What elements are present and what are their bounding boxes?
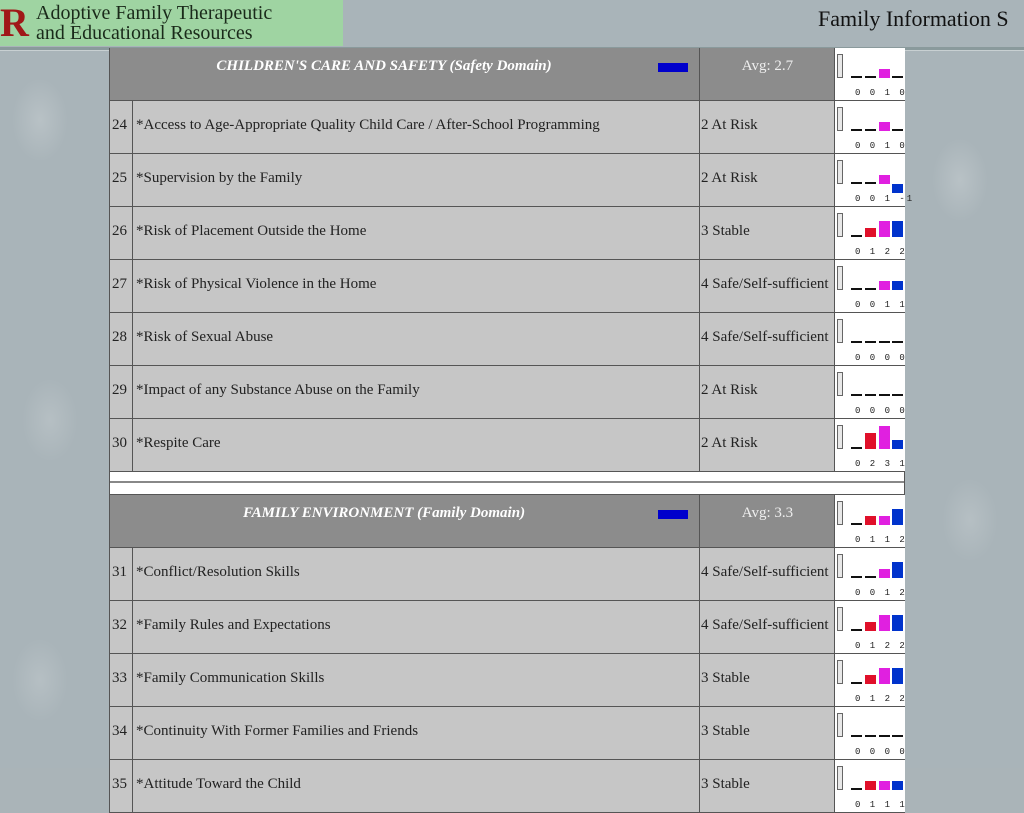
score-history-graph[interactable] <box>835 260 905 312</box>
graph-bar <box>879 122 890 131</box>
section-title-cell <box>109 48 700 100</box>
graph-bar <box>851 76 862 78</box>
graph-bar <box>851 288 862 290</box>
section-spacer <box>109 472 905 495</box>
graph-bar <box>879 281 890 290</box>
item-graph-cell <box>835 313 905 365</box>
item-status: 2 At Risk <box>701 435 758 451</box>
graph-values-label: 0 2 3 1 <box>855 459 907 469</box>
graph-bar <box>851 576 862 578</box>
item-number-cell <box>109 654 133 706</box>
section-title: FAMILY ENVIRONMENT (Family Domain) <box>242 505 526 521</box>
item-status-cell <box>700 260 835 312</box>
graph-bar <box>851 523 862 525</box>
graph-scroll-handle[interactable] <box>837 160 843 184</box>
graph-bar <box>892 781 903 790</box>
item-number-cell <box>109 601 133 653</box>
logo-text-line2: and Educational Resources <box>36 22 253 44</box>
graph-scroll-handle[interactable] <box>837 607 843 631</box>
graph-bar <box>851 629 862 631</box>
section-avg-cell <box>700 495 835 547</box>
graph-bar <box>892 668 903 684</box>
item-label-cell <box>133 419 700 471</box>
item-graph-cell <box>835 654 905 706</box>
table-row[interactable] <box>109 548 905 601</box>
item-label: *Access to Age-Appropriate Quality Child Care / After-School Programming <box>136 117 600 133</box>
graph-bar <box>879 615 890 631</box>
graph-values-label: 0 0 1 0 <box>855 141 907 151</box>
org-logo[interactable] <box>0 0 343 46</box>
graph-bar <box>892 76 903 78</box>
item-status: 3 Stable <box>701 723 750 739</box>
item-number-cell <box>109 707 133 759</box>
item-number: 31 <box>112 564 127 580</box>
item-graph-cell <box>835 548 905 600</box>
score-history-graph[interactable] <box>835 419 905 471</box>
item-number-cell <box>109 260 133 312</box>
item-number: 32 <box>112 617 127 633</box>
graph-bar <box>851 341 862 343</box>
item-label: *Respite Care <box>136 435 221 451</box>
logo-mark: R <box>0 0 29 45</box>
graph-values-label: 0 0 1 -1 <box>855 194 915 204</box>
item-status: 2 At Risk <box>701 170 758 186</box>
item-label: *Family Communication Skills <box>136 670 325 686</box>
table-row[interactable] <box>109 260 905 313</box>
graph-values-label: 0 0 0 0 <box>855 747 907 757</box>
item-status: 3 Stable <box>701 670 750 686</box>
item-status-cell <box>700 601 835 653</box>
graph-scroll-handle[interactable] <box>837 319 843 343</box>
graph-bar <box>892 184 903 193</box>
graph-bar <box>879 69 890 78</box>
item-number: 24 <box>112 117 127 133</box>
table-row[interactable] <box>109 707 905 760</box>
item-status-cell <box>700 366 835 418</box>
graph-values-label: 0 0 0 0 <box>855 406 907 416</box>
item-status-cell <box>700 154 835 206</box>
item-number: 35 <box>112 776 127 792</box>
graph-bar <box>851 447 862 449</box>
graph-bar <box>892 281 903 290</box>
section-average: Avg: 2.7 <box>741 58 794 74</box>
graph-values-label: 0 1 2 2 <box>855 694 907 704</box>
graph-bar <box>879 781 890 790</box>
score-history-graph[interactable] <box>835 495 905 547</box>
score-history-graph[interactable] <box>835 101 905 153</box>
section-graph-cell <box>835 48 905 100</box>
item-status-cell <box>700 548 835 600</box>
item-number-cell <box>109 548 133 600</box>
graph-bar <box>879 341 890 343</box>
item-number: 28 <box>112 329 127 345</box>
table-row[interactable] <box>109 207 905 260</box>
graph-bar <box>851 788 862 790</box>
graph-bar <box>879 516 890 525</box>
page-title: Family Information S <box>818 6 1009 31</box>
section-avg-cell <box>700 48 835 100</box>
graph-bar <box>879 426 890 449</box>
graph-bar <box>865 433 876 449</box>
item-number-cell <box>109 313 133 365</box>
graph-bar <box>892 615 903 631</box>
graph-bar <box>865 129 876 131</box>
graph-bar <box>865 576 876 578</box>
item-label: *Attitude Toward the Child <box>136 776 301 792</box>
item-label: *Family Rules and Expectations <box>136 617 331 633</box>
score-history-graph[interactable] <box>835 313 905 365</box>
score-history-graph[interactable] <box>835 154 915 206</box>
item-status-cell <box>700 313 835 365</box>
section-title-cell <box>109 495 700 547</box>
score-history-graph[interactable] <box>835 48 905 100</box>
graph-scroll-handle[interactable] <box>837 554 843 578</box>
graph-bar <box>892 221 903 237</box>
graph-scroll-handle[interactable] <box>837 372 843 396</box>
graph-values-label: 0 0 1 1 <box>855 300 907 310</box>
item-label-cell <box>133 154 700 206</box>
divider <box>110 481 904 483</box>
graph-scroll-handle[interactable] <box>837 54 843 78</box>
item-number: 33 <box>112 670 127 686</box>
domain-color-swatch <box>658 510 688 519</box>
item-label: *Supervision by the Family <box>136 170 303 186</box>
item-label: *Continuity With Former Families and Friends <box>136 723 419 739</box>
graph-values-label: 0 0 1 0 <box>855 88 907 98</box>
item-graph-cell <box>835 260 905 312</box>
table-row[interactable] <box>109 366 905 419</box>
graph-bar <box>892 509 903 525</box>
item-status: 3 Stable <box>701 776 750 792</box>
graph-bar <box>865 228 876 237</box>
item-number: 25 <box>112 170 127 186</box>
graph-bar <box>865 76 876 78</box>
item-status-cell <box>700 654 835 706</box>
score-history-graph[interactable] <box>835 207 905 259</box>
graph-values-label: 0 1 1 2 <box>855 535 907 545</box>
graph-bar <box>879 221 890 237</box>
item-number: 30 <box>112 435 127 451</box>
graph-bar <box>892 440 903 449</box>
table-row[interactable] <box>109 154 915 207</box>
item-status: 2 At Risk <box>701 382 758 398</box>
graph-values-label: 0 0 1 2 <box>855 588 907 598</box>
table-row[interactable] <box>109 654 905 707</box>
table-row[interactable] <box>109 419 905 472</box>
graph-values-label: 0 1 2 2 <box>855 247 907 257</box>
item-number-cell <box>109 101 133 153</box>
graph-bar <box>851 735 862 737</box>
graph-scroll-handle[interactable] <box>837 660 843 684</box>
graph-bar <box>865 394 876 396</box>
graph-bar <box>865 675 876 684</box>
item-status-cell <box>700 707 835 759</box>
graph-scroll-handle[interactable] <box>837 766 843 790</box>
item-status-cell <box>700 419 835 471</box>
domain-color-swatch <box>658 63 688 72</box>
item-graph-cell <box>835 101 905 153</box>
graph-bar <box>865 622 876 631</box>
graph-bar <box>865 735 876 737</box>
graph-bar <box>851 682 862 684</box>
score-history-graph[interactable] <box>835 548 905 600</box>
item-label-cell <box>133 313 700 365</box>
graph-bar <box>879 394 890 396</box>
section-average: Avg: 3.3 <box>741 505 794 521</box>
table-row[interactable] <box>109 601 905 654</box>
item-label: *Conflict/Resolution Skills <box>136 564 300 580</box>
item-graph-cell <box>835 207 905 259</box>
item-label: *Risk of Placement Outside the Home <box>136 223 367 239</box>
item-number-cell <box>109 366 133 418</box>
section-graph-cell <box>835 495 905 547</box>
graph-bar <box>879 175 890 184</box>
item-status-cell <box>700 207 835 259</box>
graph-bar <box>892 129 903 131</box>
item-status: 4 Safe/Self-sufficient <box>701 329 829 345</box>
item-number: 26 <box>112 223 127 239</box>
graph-bar <box>865 288 876 290</box>
graph-bar <box>865 516 876 525</box>
item-status-cell <box>700 101 835 153</box>
item-number-cell <box>109 154 133 206</box>
logo-text-line1: Adoptive Family Therapeutic <box>36 2 273 24</box>
graph-bar <box>851 129 862 131</box>
item-number: 29 <box>112 382 127 398</box>
item-label-cell <box>133 366 700 418</box>
graph-bar <box>851 394 862 396</box>
assessment-table <box>109 48 915 813</box>
graph-scroll-handle[interactable] <box>837 213 843 237</box>
item-label: *Risk of Physical Violence in the Home <box>136 276 377 292</box>
item-status: 4 Safe/Self-sufficient <box>701 276 829 292</box>
item-status: 3 Stable <box>701 223 750 239</box>
graph-values-label: 0 1 1 1 <box>855 800 907 810</box>
item-number: 34 <box>112 723 127 739</box>
graph-values-label: 0 0 0 0 <box>855 353 907 363</box>
graph-bar <box>879 569 890 578</box>
graph-bar <box>892 341 903 343</box>
graph-scroll-handle[interactable] <box>837 266 843 290</box>
graph-bar <box>879 668 890 684</box>
graph-bar <box>879 735 890 737</box>
graph-scroll-handle[interactable] <box>837 501 843 525</box>
graph-bar <box>892 562 903 578</box>
page-header <box>0 0 1024 48</box>
item-status: 2 At Risk <box>701 117 758 133</box>
score-history-graph[interactable] <box>835 366 905 418</box>
graph-bar <box>865 341 876 343</box>
item-label-cell <box>133 260 700 312</box>
item-label-cell <box>133 707 700 759</box>
section-header-row <box>109 495 905 548</box>
graph-scroll-handle[interactable] <box>837 425 843 449</box>
score-history-graph[interactable] <box>835 654 905 706</box>
section-header-row <box>109 48 905 101</box>
item-status: 4 Safe/Self-sufficient <box>701 617 829 633</box>
item-label: *Risk of Sexual Abuse <box>136 329 274 345</box>
item-label: *Impact of any Substance Abuse on the Family <box>136 382 420 398</box>
item-graph-cell <box>835 601 905 653</box>
graph-scroll-handle[interactable] <box>837 107 843 131</box>
graph-bar <box>851 182 862 184</box>
graph-bar <box>865 781 876 790</box>
item-label-cell <box>133 207 700 259</box>
item-label-cell <box>133 548 700 600</box>
score-history-graph[interactable] <box>835 601 905 653</box>
item-label-cell <box>133 654 700 706</box>
item-graph-cell <box>835 707 905 759</box>
table-row[interactable] <box>109 101 905 154</box>
graph-scroll-handle[interactable] <box>837 713 843 737</box>
score-history-graph[interactable] <box>835 707 905 759</box>
item-label-cell <box>133 601 700 653</box>
item-number-cell <box>109 207 133 259</box>
graph-bar <box>865 182 876 184</box>
item-graph-cell <box>835 154 915 206</box>
graph-bar <box>851 235 862 237</box>
section-title: CHILDREN'S CARE AND SAFETY (Safety Domain) <box>216 58 552 74</box>
item-status: 4 Safe/Self-sufficient <box>701 564 829 580</box>
item-number: 27 <box>112 276 127 292</box>
item-number-cell <box>109 419 133 471</box>
item-label-cell <box>133 101 700 153</box>
item-graph-cell <box>835 419 905 471</box>
graph-values-label: 0 1 2 2 <box>855 641 907 651</box>
item-graph-cell <box>835 366 905 418</box>
graph-bar <box>892 394 903 396</box>
table-row[interactable] <box>109 313 905 366</box>
graph-bar <box>892 735 903 737</box>
